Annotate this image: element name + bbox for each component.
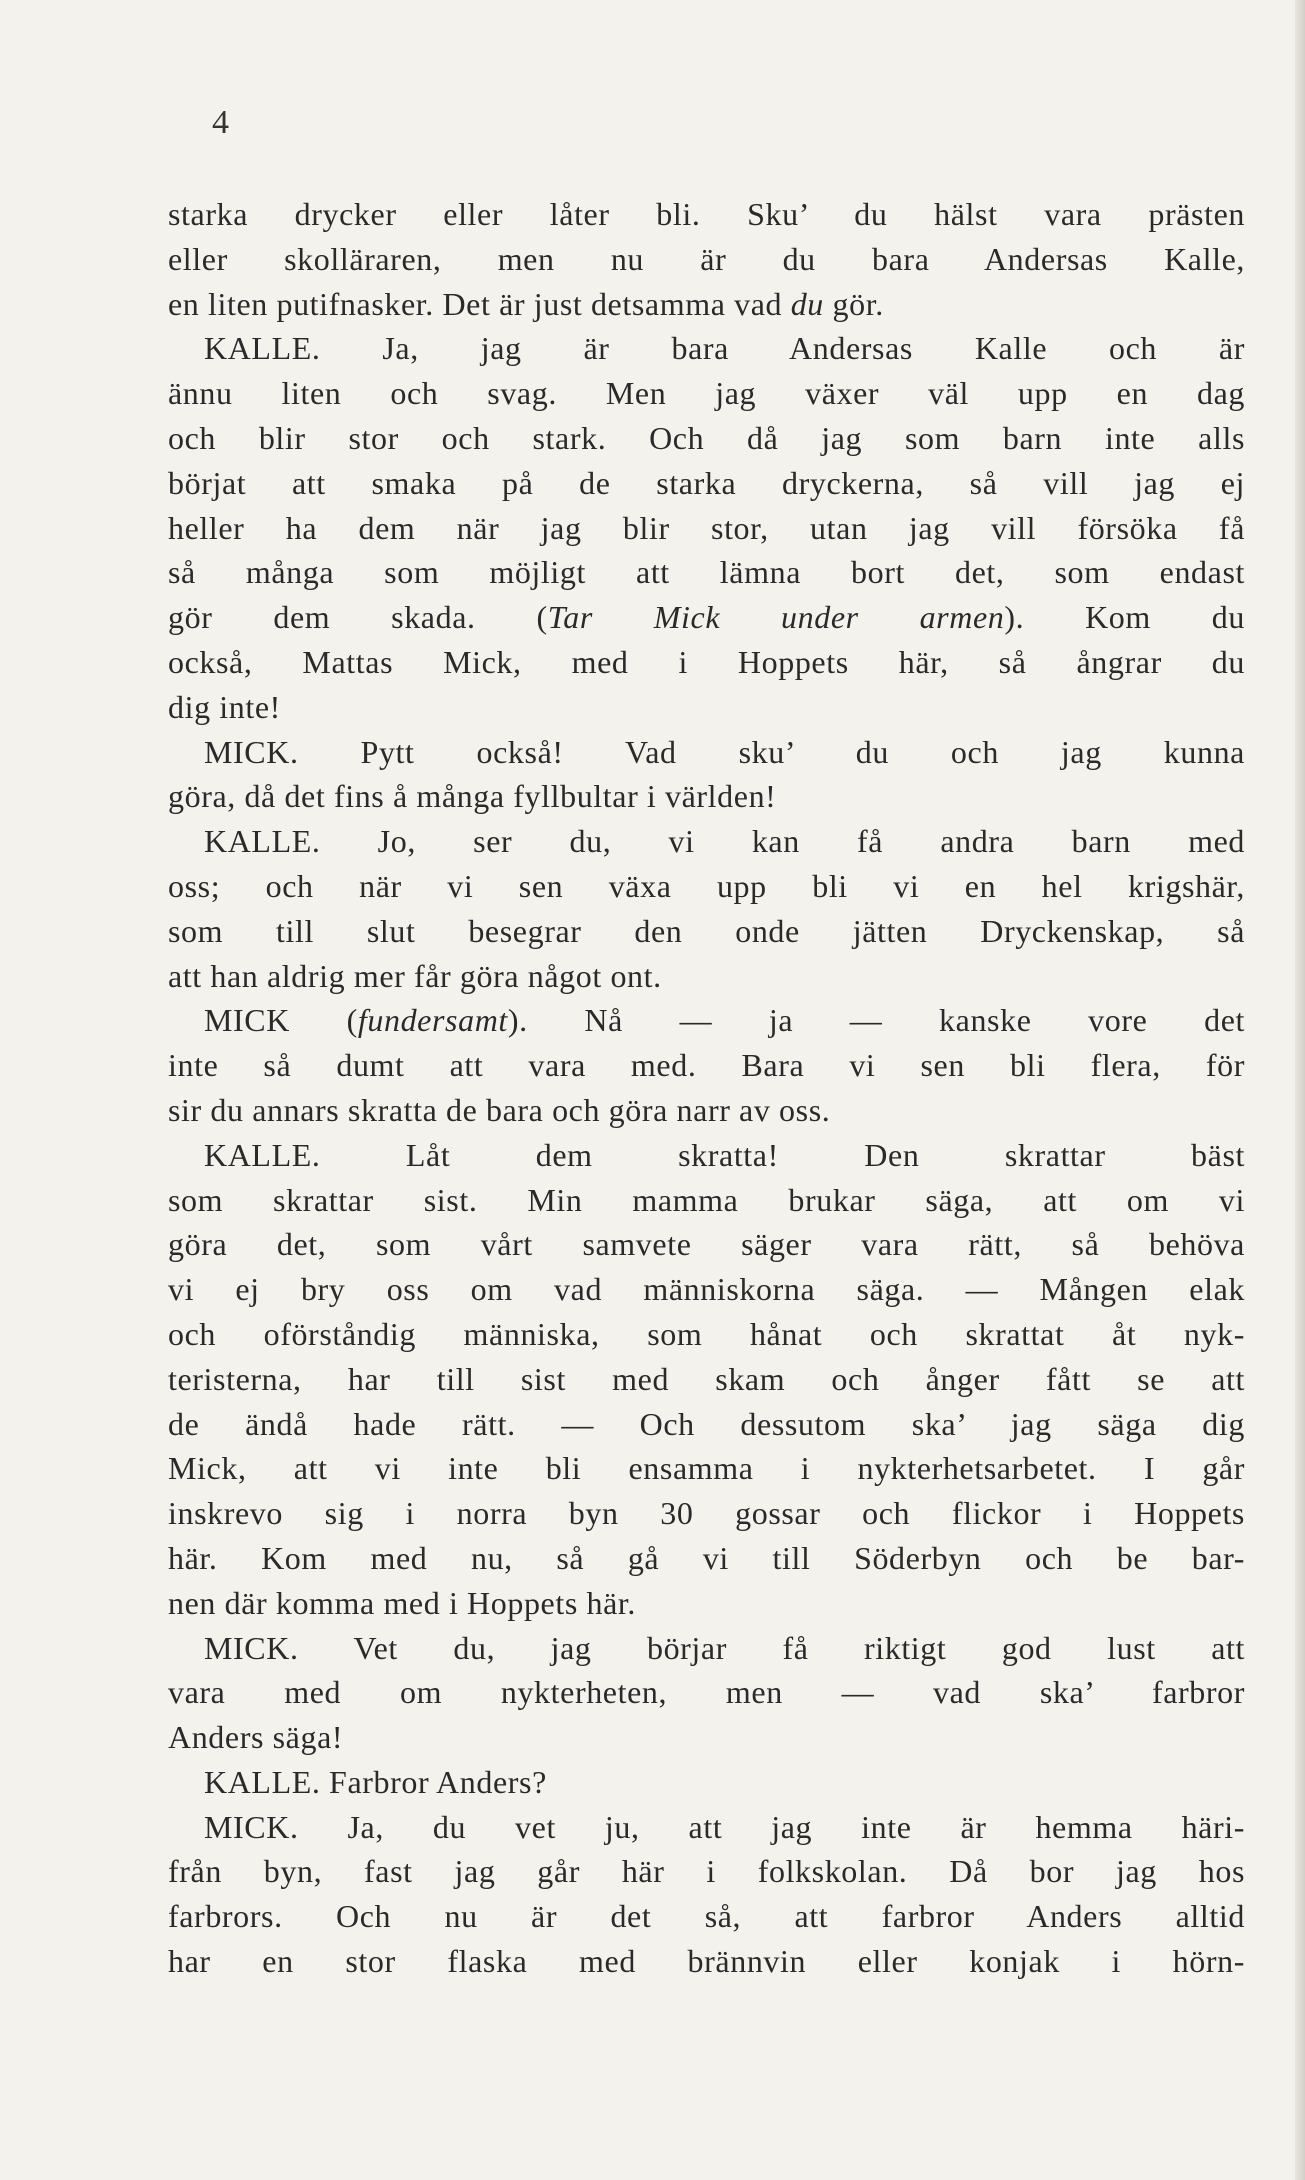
text-segment: eller skolläraren, men nu är du bara Andersas Kalle, — [168, 240, 1245, 277]
text-line — [168, 774, 1245, 819]
text-segment: KALLE. Låt dem skratta! Den skrattar bäst — [204, 1136, 1245, 1173]
text-line — [168, 1222, 1245, 1267]
text-segment: MICK. Pytt också! Vad sku’ du och jag kunna — [204, 733, 1245, 770]
text-line — [168, 326, 1245, 371]
text-segment: så många som möjligt att lämna bort det, som endast — [168, 554, 1245, 591]
text-line — [168, 1715, 1245, 1760]
italic-text: fundersamt — [357, 1002, 508, 1039]
italic-text: du — [790, 285, 824, 322]
text-line — [168, 1446, 1245, 1491]
text-line — [168, 416, 1245, 461]
text-line — [168, 640, 1245, 685]
text-segment: ). Nå — ja — kanske vore det — [507, 1002, 1245, 1039]
text-segment: här. Kom med nu, så gå vi till Söderbyn och be bar- — [168, 1539, 1245, 1576]
page-number: 4 — [212, 104, 229, 141]
text-line — [168, 1536, 1245, 1581]
italic-text: Tar Mick under armen — [547, 599, 1005, 636]
text-segment: KALLE. Ja, jag är bara Andersas Kalle och är — [204, 330, 1245, 367]
text-segment: MICK ( — [204, 1002, 358, 1039]
page-edge — [1295, 0, 1305, 2180]
text-segment: heller ha dem när jag blir stor, utan jag vill försöka få — [168, 509, 1245, 546]
text-segment: vi ej bry oss om vad människorna säga. — Mången elak — [168, 1271, 1245, 1308]
text-segment: starka drycker eller låter bli. Sku’ du hälst vara prästen — [168, 196, 1245, 232]
text-line — [168, 864, 1245, 909]
text-segment: teristerna, har till sist med skam och ånger fått se att — [168, 1360, 1245, 1397]
text-line — [168, 909, 1245, 954]
text-segment: Mick, att vi inte bli ensamma i nykterhetsarbetet. I går — [168, 1450, 1245, 1487]
text-segment: gör. — [823, 285, 884, 322]
text-segment: sir du annars skratta de bara och göra narr av oss. — [168, 1091, 831, 1128]
text-line — [168, 1491, 1245, 1536]
text-line — [168, 1133, 1245, 1178]
text-segment: från byn, fast jag går här i folkskolan. Då bor jag hos — [168, 1853, 1245, 1890]
text-segment: har en stor flaska med brännvin eller konjak i hörn- — [168, 1943, 1245, 1980]
text-segment: farbrors. Och nu är det så, att farbror Anders alltid — [168, 1898, 1245, 1935]
text-line — [168, 954, 1245, 999]
text-line — [168, 371, 1245, 416]
text-segment: göra, då det fins å många fyllbultar i världen! — [168, 778, 777, 815]
text-segment: och blir stor och stark. Och då jag som barn inte alls — [168, 419, 1245, 456]
text-segment: som till slut besegrar den onde jätten Dryckenskap, så — [168, 912, 1245, 949]
text-segment: KALLE. Jo, ser du, vi kan få andra barn med — [204, 823, 1245, 860]
text-line — [168, 1178, 1245, 1223]
text-line — [168, 1267, 1245, 1312]
text-line — [168, 550, 1245, 595]
text-segment: att han aldrig mer får göra något ont. — [168, 957, 662, 994]
text-line — [168, 237, 1245, 282]
text-segment: ännu liten och svag. Men jag växer väl upp en dag — [168, 375, 1245, 412]
text-line — [168, 1581, 1245, 1626]
text-line — [168, 1088, 1245, 1133]
text-segment: inskrevo sig i norra byn 30 gossar och flickor i Hoppets — [168, 1495, 1245, 1532]
text-line — [168, 1760, 1245, 1805]
text-segment: ). Kom du — [1004, 599, 1245, 636]
text-segment: oss; och när vi sen växa upp bli vi en hel krigshär, — [168, 867, 1245, 904]
text-segment: också, Mattas Mick, med i Hoppets här, så ångrar du — [168, 643, 1245, 680]
text-line — [168, 1805, 1245, 1850]
text-line — [168, 506, 1245, 551]
text-segment: vara med om nykterheten, men — vad ska’ farbror — [168, 1674, 1245, 1711]
text-segment: inte så dumt att vara med. Bara vi sen bli flera, för — [168, 1047, 1245, 1084]
text-line — [168, 192, 1245, 237]
text-line — [168, 998, 1245, 1043]
text-line — [168, 1043, 1245, 1088]
text-line — [168, 1626, 1245, 1671]
text-line — [168, 282, 1245, 327]
text-segment: Anders säga! — [168, 1719, 344, 1756]
text-segment: som skrattar sist. Min mamma brukar säga, att om vi — [168, 1181, 1245, 1218]
text-line — [168, 1357, 1245, 1402]
text-segment: KALLE. Farbror Anders? — [204, 1763, 547, 1800]
text-line — [168, 1670, 1245, 1715]
text-line — [168, 685, 1245, 730]
text-line — [168, 461, 1245, 506]
text-line — [168, 1849, 1245, 1894]
text-segment: nen där komma med i Hoppets här. — [168, 1584, 636, 1621]
text-segment: de ändå hade rätt. — Och dessutom ska’ jag säga dig — [168, 1405, 1245, 1442]
text-line — [168, 1312, 1245, 1357]
text-segment: dig inte! — [168, 688, 281, 725]
text-segment: börjat att smaka på de starka dryckerna, så vill jag ej — [168, 464, 1245, 501]
text-line — [168, 1939, 1245, 1984]
text-line — [168, 730, 1245, 775]
text-segment: gör dem skada. ( — [168, 599, 548, 636]
text-segment: en liten putifnasker. Det är just detsamma vad — [168, 285, 791, 322]
text-line — [168, 1402, 1245, 1447]
text-segment: MICK. Ja, du vet ju, att jag inte är hemma häri- — [204, 1808, 1245, 1845]
text-line — [168, 595, 1245, 640]
text-line — [168, 1894, 1245, 1939]
text-segment: göra det, som vårt samvete säger vara rätt, så behöva — [168, 1226, 1245, 1263]
body-text — [168, 192, 1245, 1984]
text-line — [168, 819, 1245, 864]
text-segment: och oförståndig människa, som hånat och skrattat åt nyk- — [168, 1315, 1245, 1352]
text-segment: MICK. Vet du, jag börjar få riktigt god lust att — [204, 1629, 1245, 1666]
